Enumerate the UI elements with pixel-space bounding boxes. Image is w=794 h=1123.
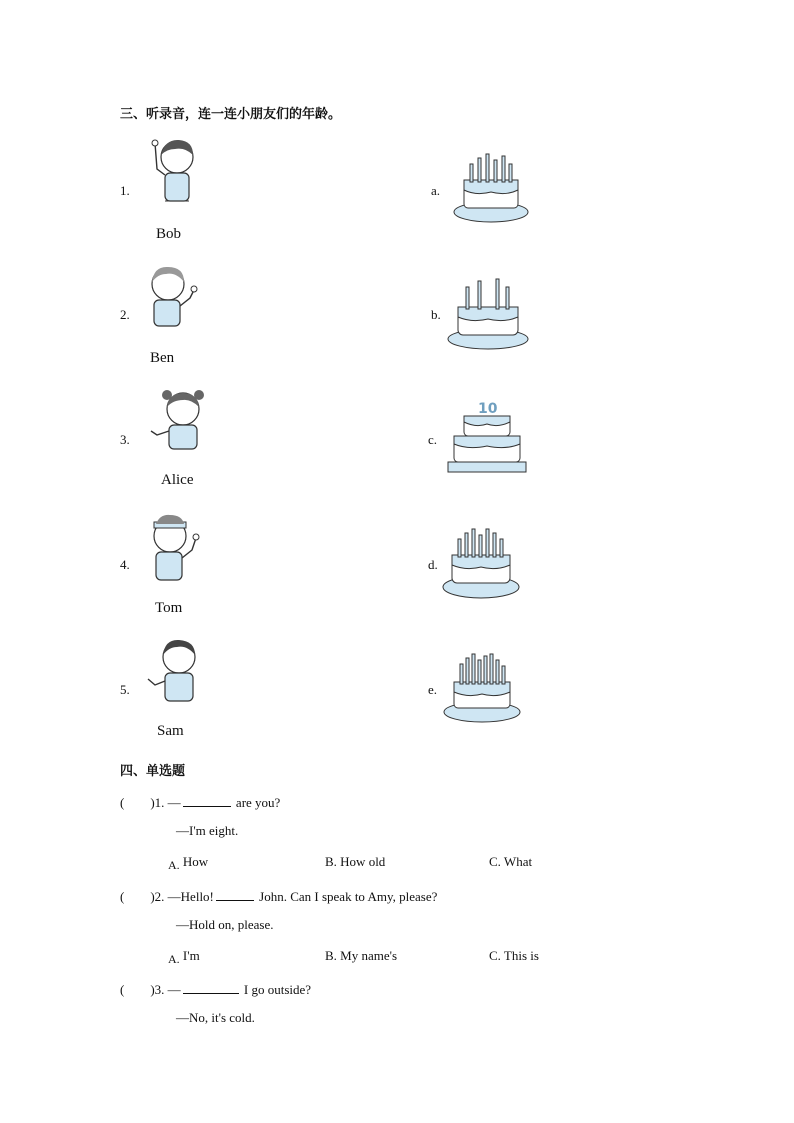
kid-illustration-sam [145, 635, 205, 710]
option-a-text: I'm [182, 948, 200, 963]
question-prefix: — [167, 982, 181, 997]
kid-name: Alice [161, 472, 194, 488]
question-prefix: —Hello! [167, 889, 214, 904]
fill-blank[interactable] [216, 888, 254, 901]
question-number: 3. [154, 982, 165, 997]
dialogue-answer: —Hold on, please. [176, 917, 274, 932]
kid-number: 5. [120, 682, 130, 697]
cake-label: c. [428, 432, 438, 447]
cake-icon-b [446, 275, 530, 353]
option-c[interactable]: C. This is [489, 948, 539, 963]
option-c[interactable]: C. What [489, 854, 533, 869]
cake-label: d. [428, 557, 438, 572]
option-a[interactable] [168, 948, 200, 964]
kid-name: Ben [150, 350, 175, 366]
option-a-letter: A. [168, 858, 180, 872]
answer-paren[interactable]: ( ) [120, 889, 155, 904]
option-b[interactable]: B. My name's [325, 948, 398, 963]
kid-illustration-tom [148, 512, 208, 587]
question-number: 1. [154, 795, 165, 810]
kid-name: Tom [155, 600, 183, 616]
question-text: are you? [235, 795, 281, 810]
fill-blank[interactable] [183, 981, 239, 994]
dialogue-answer: —No, it's cold. [176, 1010, 255, 1025]
option-a[interactable] [168, 854, 208, 870]
option-a-text: How [182, 854, 209, 869]
answer-paren[interactable]: ( ) [120, 982, 155, 997]
cake-label: b. [431, 307, 441, 322]
question-text: I go outside? [243, 982, 312, 997]
option-b[interactable]: B. How old [325, 854, 386, 869]
kid-number: 1. [120, 183, 130, 198]
question-prefix: — [167, 795, 181, 810]
option-a-letter: A. [168, 952, 180, 966]
kid-number: 3. [120, 432, 130, 447]
fill-blank[interactable] [183, 794, 231, 807]
kid-number: 4. [120, 557, 130, 572]
kid-name: Sam [157, 723, 184, 739]
kid-number: 2. [120, 307, 130, 322]
question-text: John. Can I speak to Amy, please? [259, 889, 438, 904]
cake-icon-d [440, 525, 522, 603]
kid-illustration-bob [145, 135, 205, 210]
answer-paren[interactable]: ( ) [120, 795, 155, 810]
dialogue-answer: —I'm eight. [176, 823, 239, 838]
cake-icon-e [442, 650, 522, 726]
kid-name: Bob [156, 226, 182, 242]
kid-illustration-ben [146, 262, 206, 337]
cake-topper-number: 10 [478, 401, 498, 417]
cake-icon-a [452, 150, 530, 225]
section-4-title: 四、单选题 [120, 764, 186, 779]
question-number: 2. [154, 889, 165, 904]
section-3-title: 三、听录音，连一连小朋友们的年龄。 [120, 107, 342, 122]
cake-label: e. [428, 682, 438, 697]
kid-illustration-alice [147, 385, 217, 460]
cake-label: a. [431, 183, 441, 198]
